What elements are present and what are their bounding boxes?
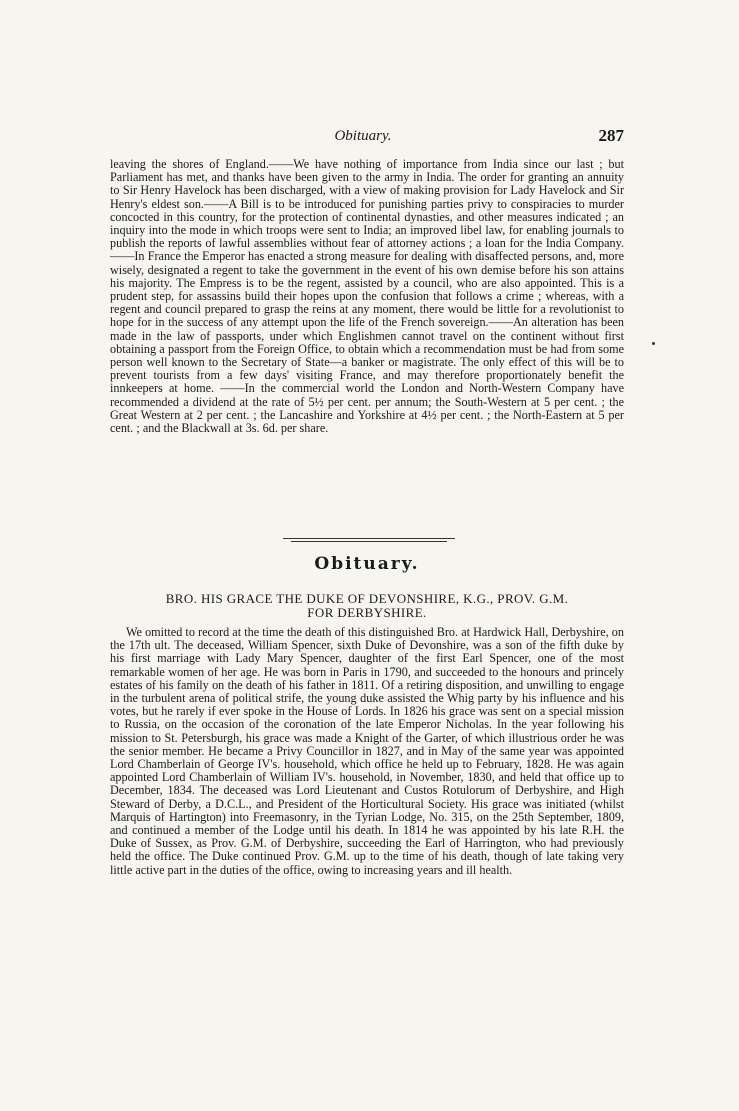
article-title-line2: FOR DERBYSHIRE. xyxy=(307,605,427,620)
section-divider xyxy=(283,538,455,542)
margin-dot xyxy=(652,342,655,345)
article-paragraph: We omitted to record at the time the death of this distinguished Bro. at Hardwick Hall, Derbyshire, on the 17th ult. The deceased, William Spencer, sixth Duke of Devonshire, was a son of the fifth duke by his first marriage with Lady Mary Spencer, daughter of the first Earl Spencer, one of the most remarkable women of her age. He was born in Paris in 1790, and succeeded to the honours and princely estates of his family on the death of his father in 1811. Of a retiring disposition, and unwilling to engage in the turbulent arena of political strife, the young duke assisted the Whig party by his influence and his votes, but he rarely if ever spoke in the House of Lords. In 1826 his grace was sent on a special mission to Russia, on the occasion of the coronation of the late Emperor Nicholas. In the year following his mission to St. Petersburgh, his grace was made a Knight of the Garter, of which illustrious order he was the senior member. He became a Privy Councillor in 1827, and in May of the same year was appointed Lord Chamberlain of George IV's. household, which office he held up to February, 1828. He was again appointed Lord Chamberlain of William IV's. household, in November, 1830, and held that office up to December, 1834. The deceased was Lord Lieutenant and Custos Rotulorum of Derbyshire, and High Steward of Derby, a D.C.L., and President of the Horticultural Society. His grace was initiated (whilst Marquis of Hartington) into Freemasonry, in the Tyrian Lodge, No. 315, on the 25th September, 1809, and continued a member of the Lodge until his death. In 1814 he was appointed by his late R.H. the Duke of Sussex, as Prov. G.M. of Derbyshire, succeeding the Earl of Harrington, who had previously held the office. The Duke continued Prov. G.M. up to the time of his death, though of late taking very little active part in the duties of the office, owing to increasing years and ill health. xyxy=(110,625,624,877)
running-head: Obituary. xyxy=(334,128,392,144)
article-title-line1: BRO. HIS GRACE THE DUKE OF DEVONSHIRE, K.G., PROV. G.M. xyxy=(165,591,569,606)
divider-line-top xyxy=(283,538,455,539)
page-number: 287 xyxy=(598,126,624,145)
intro-paragraph: leaving the shores of England.——We have nothing of importance from India since our last ; but Parliament has met, and thanks have been given to the army in India. The order for granting an annuity to Sir Henry Havelock has been discharged, with a view of making provision for Lady Havelock and Sir Henry's eldest son.——A Bill is to be introduced for punishing parties privy to conspiracies to murder concocted in this country, for the protection of continental dynasties, and other measures indicated ; an inquiry into the mode in which troops were sent to India; an improved libel law, for enabling journals to publish the reports of lawful assemblies without fear of attorney actions ; a loan for the India Company. ——In France the Emperor has enacted a strong measure for dealing with disaffected persons, and, more wisely, designated a regent to take the government in the event of his own demise before his son attains his majority. The Empress is to be the regent, assisted by a council, who are also appointed. This is a prudent step, for assassins build their hopes upon the confusion that follows a crime ; whereas, with a regent and council prepared to grasp the reins at any moment, there would be little for a revolutionist to hope for in the success of any attempt upon the life of the French sovereign.——An alteration has been made in the law of passports, under which Englishmen cannot travel on the continent without first obtaining a passport from the Foreign Office, to obtain which a recommendation must be had from some person well known to the Secretary of State—a banker or magistrate. The only effect of this will be to prevent tourists from a few days' visiting France, and may therefore proportionately benefit the innkeepers at home. ——In the commercial world the London and North-Western Company have recommended a dividend at the rate of 5½ per cent. per annum; the South-Western at 5 per cent. ; the Great Western at 2 per cent. ; the Lancashire and Yorkshire at 4½ per cent. ; the North-Eastern at 5 per cent. ; and the Blackwall at 3s. 6d. per share. xyxy=(110,157,624,436)
article-title xyxy=(110,592,624,620)
intro-paragraph-block xyxy=(110,158,624,435)
divider-line-bottom xyxy=(291,541,447,542)
article-body xyxy=(110,626,624,877)
section-title: Obituary. xyxy=(314,554,420,574)
page-header xyxy=(108,126,624,150)
